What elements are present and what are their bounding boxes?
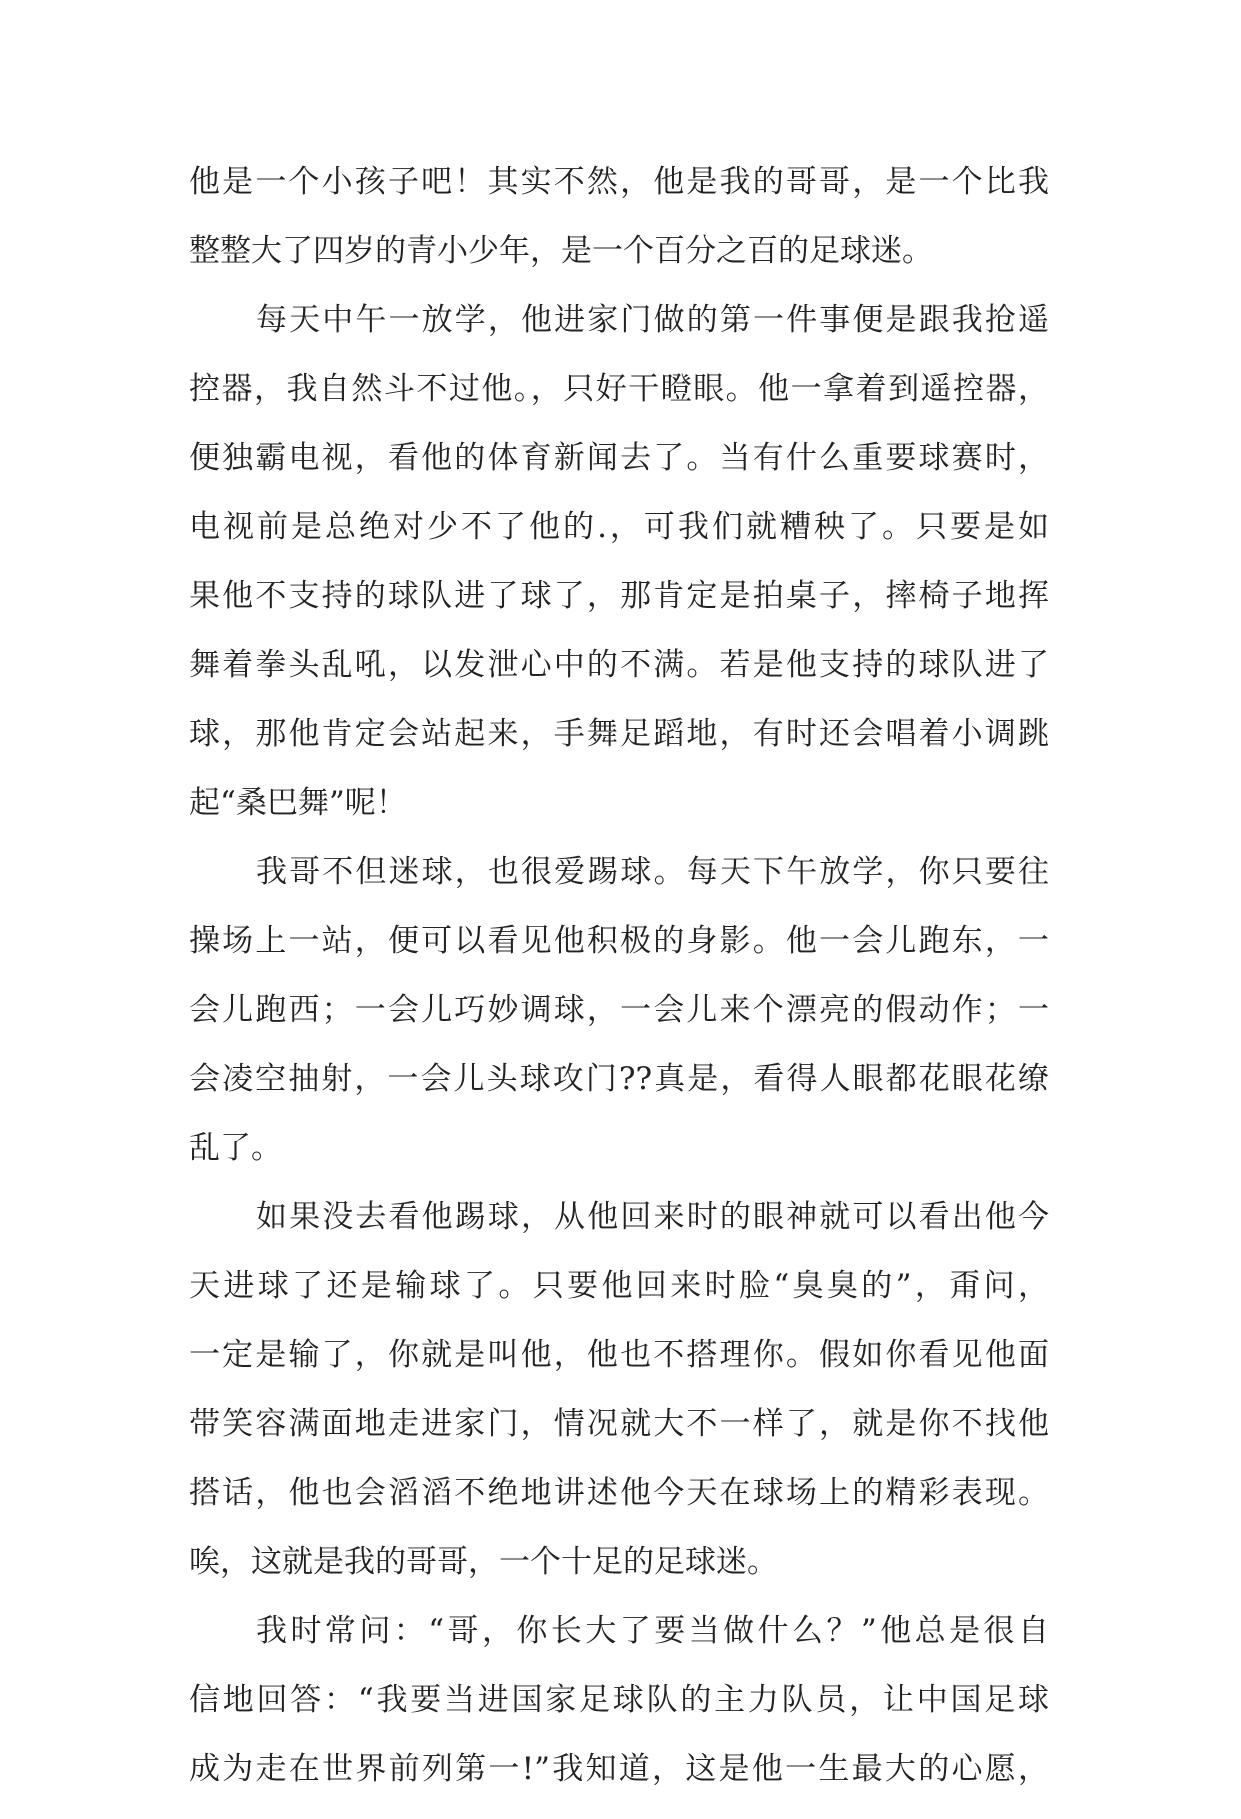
text-line: 球，那他肯定会站起来，手舞足蹈地，有时还会唱着小调跳: [189, 716, 1049, 752]
text-line: 带笑容满面地走进家门，情况就大不一样了，就是你不找他: [189, 1406, 1049, 1442]
text-line: 果他不支持的球队进了球了，那肯定是拍桌子，摔椅子地挥: [189, 578, 1049, 614]
text-line: 舞着拳头乱吼，以发泄心中的不满。若是他支持的球队进了: [189, 647, 1049, 683]
text-line: 如果没去看他踢球，从他回来时的眼神就可以看出他今: [256, 1199, 1049, 1235]
text-line: 整整大了四岁的青小少年，是一个百分之百的足球迷。: [189, 233, 933, 269]
text-line: 我哥不但迷球，也很爱踢球。每天下午放学，你只要往: [256, 854, 1049, 890]
text-line: 每天中午一放学，他进家门做的第一件事便是跟我抢遥: [256, 302, 1049, 338]
text-line: 天进球了还是输球了。只要他回来时脸“臭臭的”，甭问，: [189, 1268, 1049, 1304]
text-line: 信地回答：“我要当进国家足球队的主力队员，让中国足球: [189, 1682, 1049, 1718]
text-line: 我时常问：“哥，你长大了要当做什么？”他总是很自: [256, 1613, 1049, 1649]
text-line: 操场上一站，便可以看见他积极的身影。他一会儿跑东，一: [189, 923, 1049, 959]
text-line: 便独霸电视，看他的体育新闻去了。当有什么重要球赛时，: [189, 440, 1049, 476]
text-line: 他是一个小孩子吧！其实不然，他是我的哥哥，是一个比我: [189, 164, 1049, 200]
text-line: 一定是输了，你就是叫他，他也不搭理你。假如你看见他面: [189, 1337, 1049, 1373]
text-line: 起“桑巴舞”呢！: [189, 785, 407, 821]
text-line: 乱了。: [189, 1130, 282, 1166]
text-line: 唉，这就是我的哥哥，一个十足的足球迷。: [189, 1544, 778, 1580]
text-line: 成为走在世界前列第一!”我知道，这是他一生最大的心愿，: [189, 1751, 1049, 1787]
text-line: 会凌空抽射，一会儿头球攻门??真是，看得人眼都花眼花缭: [189, 1061, 1049, 1097]
text-line: 搭话，他也会滔滔不绝地讲述他今天在球场上的精彩表现。: [189, 1475, 1049, 1511]
text-line: 控器，我自然斗不过他。，只好干瞪眼。他一拿着到遥控器，: [189, 371, 1049, 407]
text-line: 电视前是总绝对少不了他的.，可我们就糟秧了。只要是如: [189, 509, 1049, 545]
text-line: 会儿跑西；一会儿巧妙调球，一会儿来个漂亮的假动作；一: [189, 992, 1049, 1028]
essay-body: [189, 163, 1049, 1819]
